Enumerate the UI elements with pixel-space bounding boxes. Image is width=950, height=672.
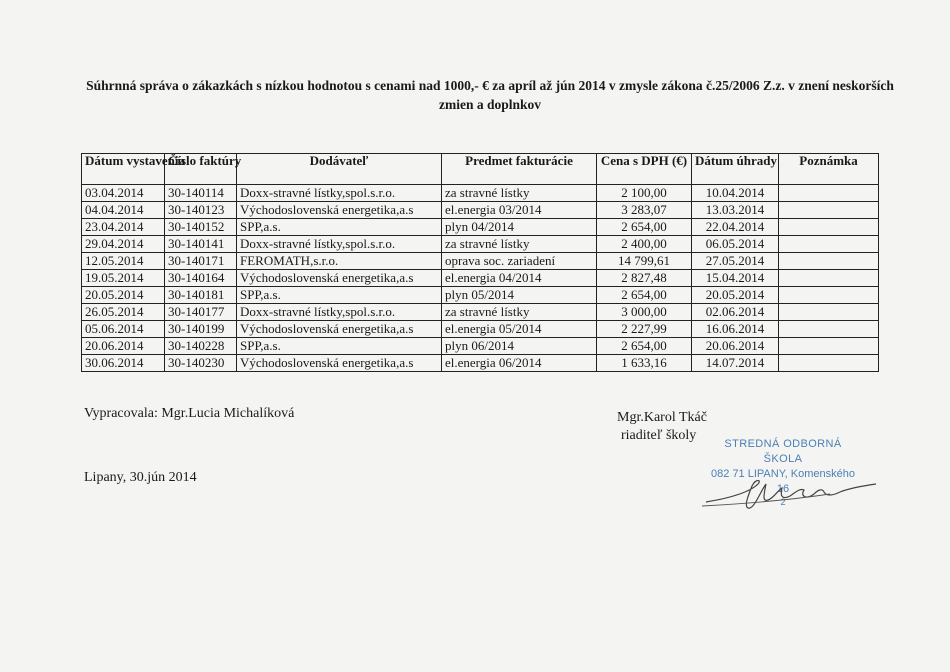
cell-price: 2 400,00	[597, 236, 692, 253]
cell-invoice-no: 30-140114	[165, 185, 237, 202]
cell-supplier: Doxx-stravné lístky,spol.s.r.o.	[237, 304, 442, 321]
cell-price: 3 283,07	[597, 202, 692, 219]
cell-invoice-no: 30-140152	[165, 219, 237, 236]
stamp-line-3: 2	[780, 497, 786, 507]
cell-date-paid: 27.05.2014	[692, 253, 779, 270]
cell-price: 2 654,00	[597, 338, 692, 355]
cell-date-issued: 04.04.2014	[82, 202, 165, 219]
cell-invoice-no: 30-140177	[165, 304, 237, 321]
cell-date-paid: 20.05.2014	[692, 287, 779, 304]
cell-note	[779, 304, 879, 321]
cell-supplier: SPP,a.s.	[237, 287, 442, 304]
cell-date-paid: 16.06.2014	[692, 321, 779, 338]
cell-invoice-no: 30-140228	[165, 338, 237, 355]
table-row	[82, 355, 879, 372]
cell-supplier: SPP,a.s.	[237, 219, 442, 236]
cell-date-issued: 12.05.2014	[82, 253, 165, 270]
header-subject: Predmet fakturácie	[442, 154, 597, 185]
cell-supplier: Východoslovenská energetika,a.s	[237, 202, 442, 219]
cell-price: 2 654,00	[597, 287, 692, 304]
invoice-table	[81, 153, 879, 372]
cell-note	[779, 287, 879, 304]
cell-note	[779, 202, 879, 219]
cell-price: 3 000,00	[597, 304, 692, 321]
cell-date-paid: 02.06.2014	[692, 304, 779, 321]
cell-subject: oprava soc. zariadení	[442, 253, 597, 270]
header-invoice-no: Číslo faktúry	[165, 154, 237, 185]
cell-date-paid: 14.07.2014	[692, 355, 779, 372]
cell-invoice-no: 30-140123	[165, 202, 237, 219]
cell-date-paid: 13.03.2014	[692, 202, 779, 219]
cell-price: 2 100,00	[597, 185, 692, 202]
cell-subject: el.energia 06/2014	[442, 355, 597, 372]
cell-supplier: Východoslovenská energetika,a.s	[237, 270, 442, 287]
table-row	[82, 287, 879, 304]
cell-date-paid: 06.05.2014	[692, 236, 779, 253]
cell-invoice-no: 30-140199	[165, 321, 237, 338]
cell-invoice-no: 30-140181	[165, 287, 237, 304]
cell-invoice-no: 30-140164	[165, 270, 237, 287]
handwritten-signature-icon	[700, 470, 880, 515]
cell-date-issued: 19.05.2014	[82, 270, 165, 287]
table-row	[82, 304, 879, 321]
cell-note	[779, 338, 879, 355]
cell-note	[779, 236, 879, 253]
cell-subject: el.energia 03/2014	[442, 202, 597, 219]
place-date: Lipany, 30.jún 2014	[84, 470, 197, 485]
cell-date-issued: 03.04.2014	[82, 185, 165, 202]
table-row	[82, 202, 879, 219]
header-date-paid: Dátum úhrady	[692, 154, 779, 185]
cell-subject: plyn 06/2014	[442, 338, 597, 355]
header-date-issued: Dátum vystavenia	[82, 154, 165, 185]
cell-subject: el.energia 05/2014	[442, 321, 597, 338]
cell-note	[779, 270, 879, 287]
cell-invoice-no: 30-140141	[165, 236, 237, 253]
table-row	[82, 253, 879, 270]
cell-note	[779, 253, 879, 270]
stamp-line-2: 082 71 LIPANY, Komenského 16	[711, 468, 855, 495]
cell-price: 1 633,16	[597, 355, 692, 372]
table-row	[82, 321, 879, 338]
cell-subject: plyn 04/2014	[442, 219, 597, 236]
cell-subject: plyn 05/2014	[442, 287, 597, 304]
cell-subject: za stravné lístky	[442, 304, 597, 321]
cell-invoice-no: 30-140230	[165, 355, 237, 372]
table-header-row	[82, 154, 879, 185]
cell-note	[779, 355, 879, 372]
cell-supplier: SPP,a.s.	[237, 338, 442, 355]
cell-note	[779, 321, 879, 338]
header-note: Poznámka	[779, 154, 879, 185]
cell-price: 2 827,48	[597, 270, 692, 287]
cell-date-issued: 20.06.2014	[82, 338, 165, 355]
table-row	[82, 185, 879, 202]
header-price: Cena s DPH (€)	[597, 154, 692, 185]
cell-date-issued: 23.04.2014	[82, 219, 165, 236]
signer-role: riaditeľ školy	[621, 428, 697, 443]
cell-date-paid: 20.06.2014	[692, 338, 779, 355]
cell-supplier: Doxx-stravné lístky,spol.s.r.o.	[237, 185, 442, 202]
document-title: Súhrnná správa o zákazkách s nízkou hodnotou s cenami nad 1000,- € za apríl až jún 2014 v zmysle zákona č.25/2006 Z.z. v znení neskorších zmien a doplnkov	[86, 78, 894, 112]
cell-supplier: FEROMATH,s.r.o.	[237, 253, 442, 270]
cell-subject: za stravné lístky	[442, 236, 597, 253]
table-row	[82, 236, 879, 253]
cell-date-issued: 05.06.2014	[82, 321, 165, 338]
cell-invoice-no: 30-140171	[165, 253, 237, 270]
cell-price: 14 799,61	[597, 253, 692, 270]
cell-price: 2 227,99	[597, 321, 692, 338]
cell-note	[779, 219, 879, 236]
cell-date-issued: 30.06.2014	[82, 355, 165, 372]
cell-date-paid: 10.04.2014	[692, 185, 779, 202]
cell-subject: el.energia 04/2014	[442, 270, 597, 287]
cell-price: 2 654,00	[597, 219, 692, 236]
cell-supplier: Východoslovenská energetika,a.s	[237, 355, 442, 372]
cell-date-issued: 20.05.2014	[82, 287, 165, 304]
table-row	[82, 338, 879, 355]
table-row	[82, 219, 879, 236]
cell-subject: za stravné lístky	[442, 185, 597, 202]
header-supplier: Dodávateľ	[237, 154, 442, 185]
cell-date-paid: 22.04.2014	[692, 219, 779, 236]
stamp-line-1: STREDNÁ ODBORNÁ ŠKOLA	[724, 438, 842, 465]
cell-date-paid: 15.04.2014	[692, 270, 779, 287]
signer-name: Mgr.Karol Tkáč	[617, 410, 707, 425]
cell-supplier: Východoslovenská energetika,a.s	[237, 321, 442, 338]
prepared-by: Vypracovala: Mgr.Lucia Michalíková	[84, 406, 295, 421]
cell-note	[779, 185, 879, 202]
table-row	[82, 270, 879, 287]
cell-date-issued: 29.04.2014	[82, 236, 165, 253]
cell-supplier: Doxx-stravné lístky,spol.s.r.o.	[237, 236, 442, 253]
cell-date-issued: 26.05.2014	[82, 304, 165, 321]
